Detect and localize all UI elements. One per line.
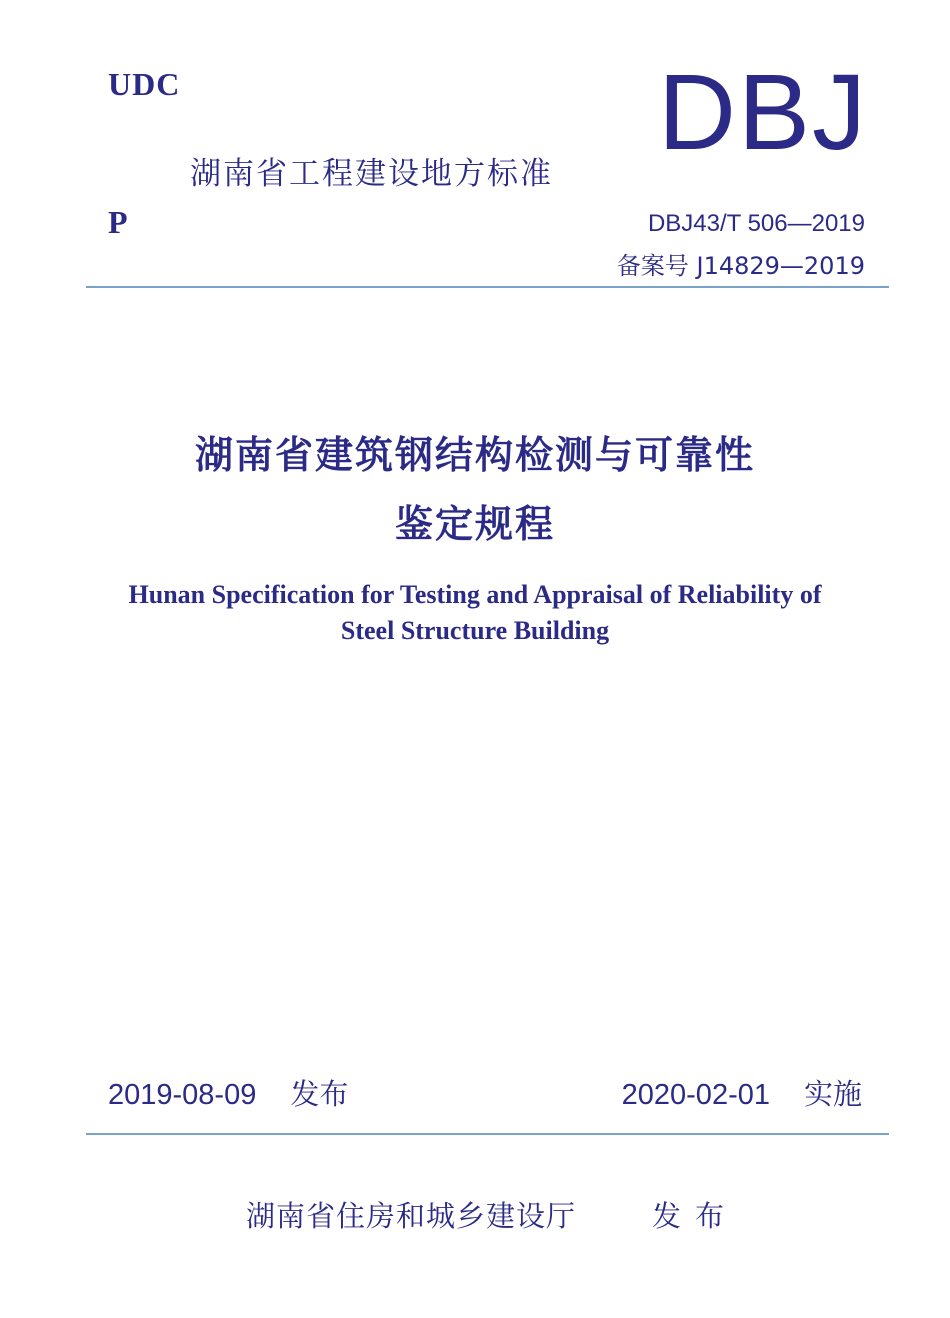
- publisher-name: 湖南省住房和城乡建设厅: [246, 1199, 577, 1233]
- implement-date: 2020-02-01: [621, 1079, 770, 1111]
- title-chinese-line1: 湖南省建筑钢结构检测与可靠性: [194, 432, 755, 477]
- classification-code: P: [108, 204, 128, 240]
- implement-date-block: [622, 1072, 862, 1113]
- title-chinese-line2: 鉴定规程: [394, 501, 555, 546]
- title-english-line2: Steel Structure Building: [340, 616, 610, 645]
- issue-date: 2019-08-09: [108, 1079, 257, 1111]
- udc-label: UDC: [108, 66, 181, 102]
- top-divider: [86, 286, 889, 288]
- standard-number: DBJ43/T 506—2019: [647, 210, 865, 237]
- record-number: 备案号 J14829—2019: [616, 252, 865, 280]
- title-english-line1: Hunan Specification for Testing and Appraisal of Reliability of: [128, 580, 822, 609]
- issue-label: 发布: [290, 1077, 349, 1111]
- bottom-divider: [86, 1133, 889, 1135]
- issue-date-block: [108, 1072, 348, 1113]
- standard-type: 湖南省工程建设地方标准: [190, 156, 553, 192]
- implement-label: 实施: [803, 1077, 862, 1111]
- dbj-logo: DBJ: [657, 51, 868, 172]
- publisher-action: 发布: [652, 1199, 739, 1233]
